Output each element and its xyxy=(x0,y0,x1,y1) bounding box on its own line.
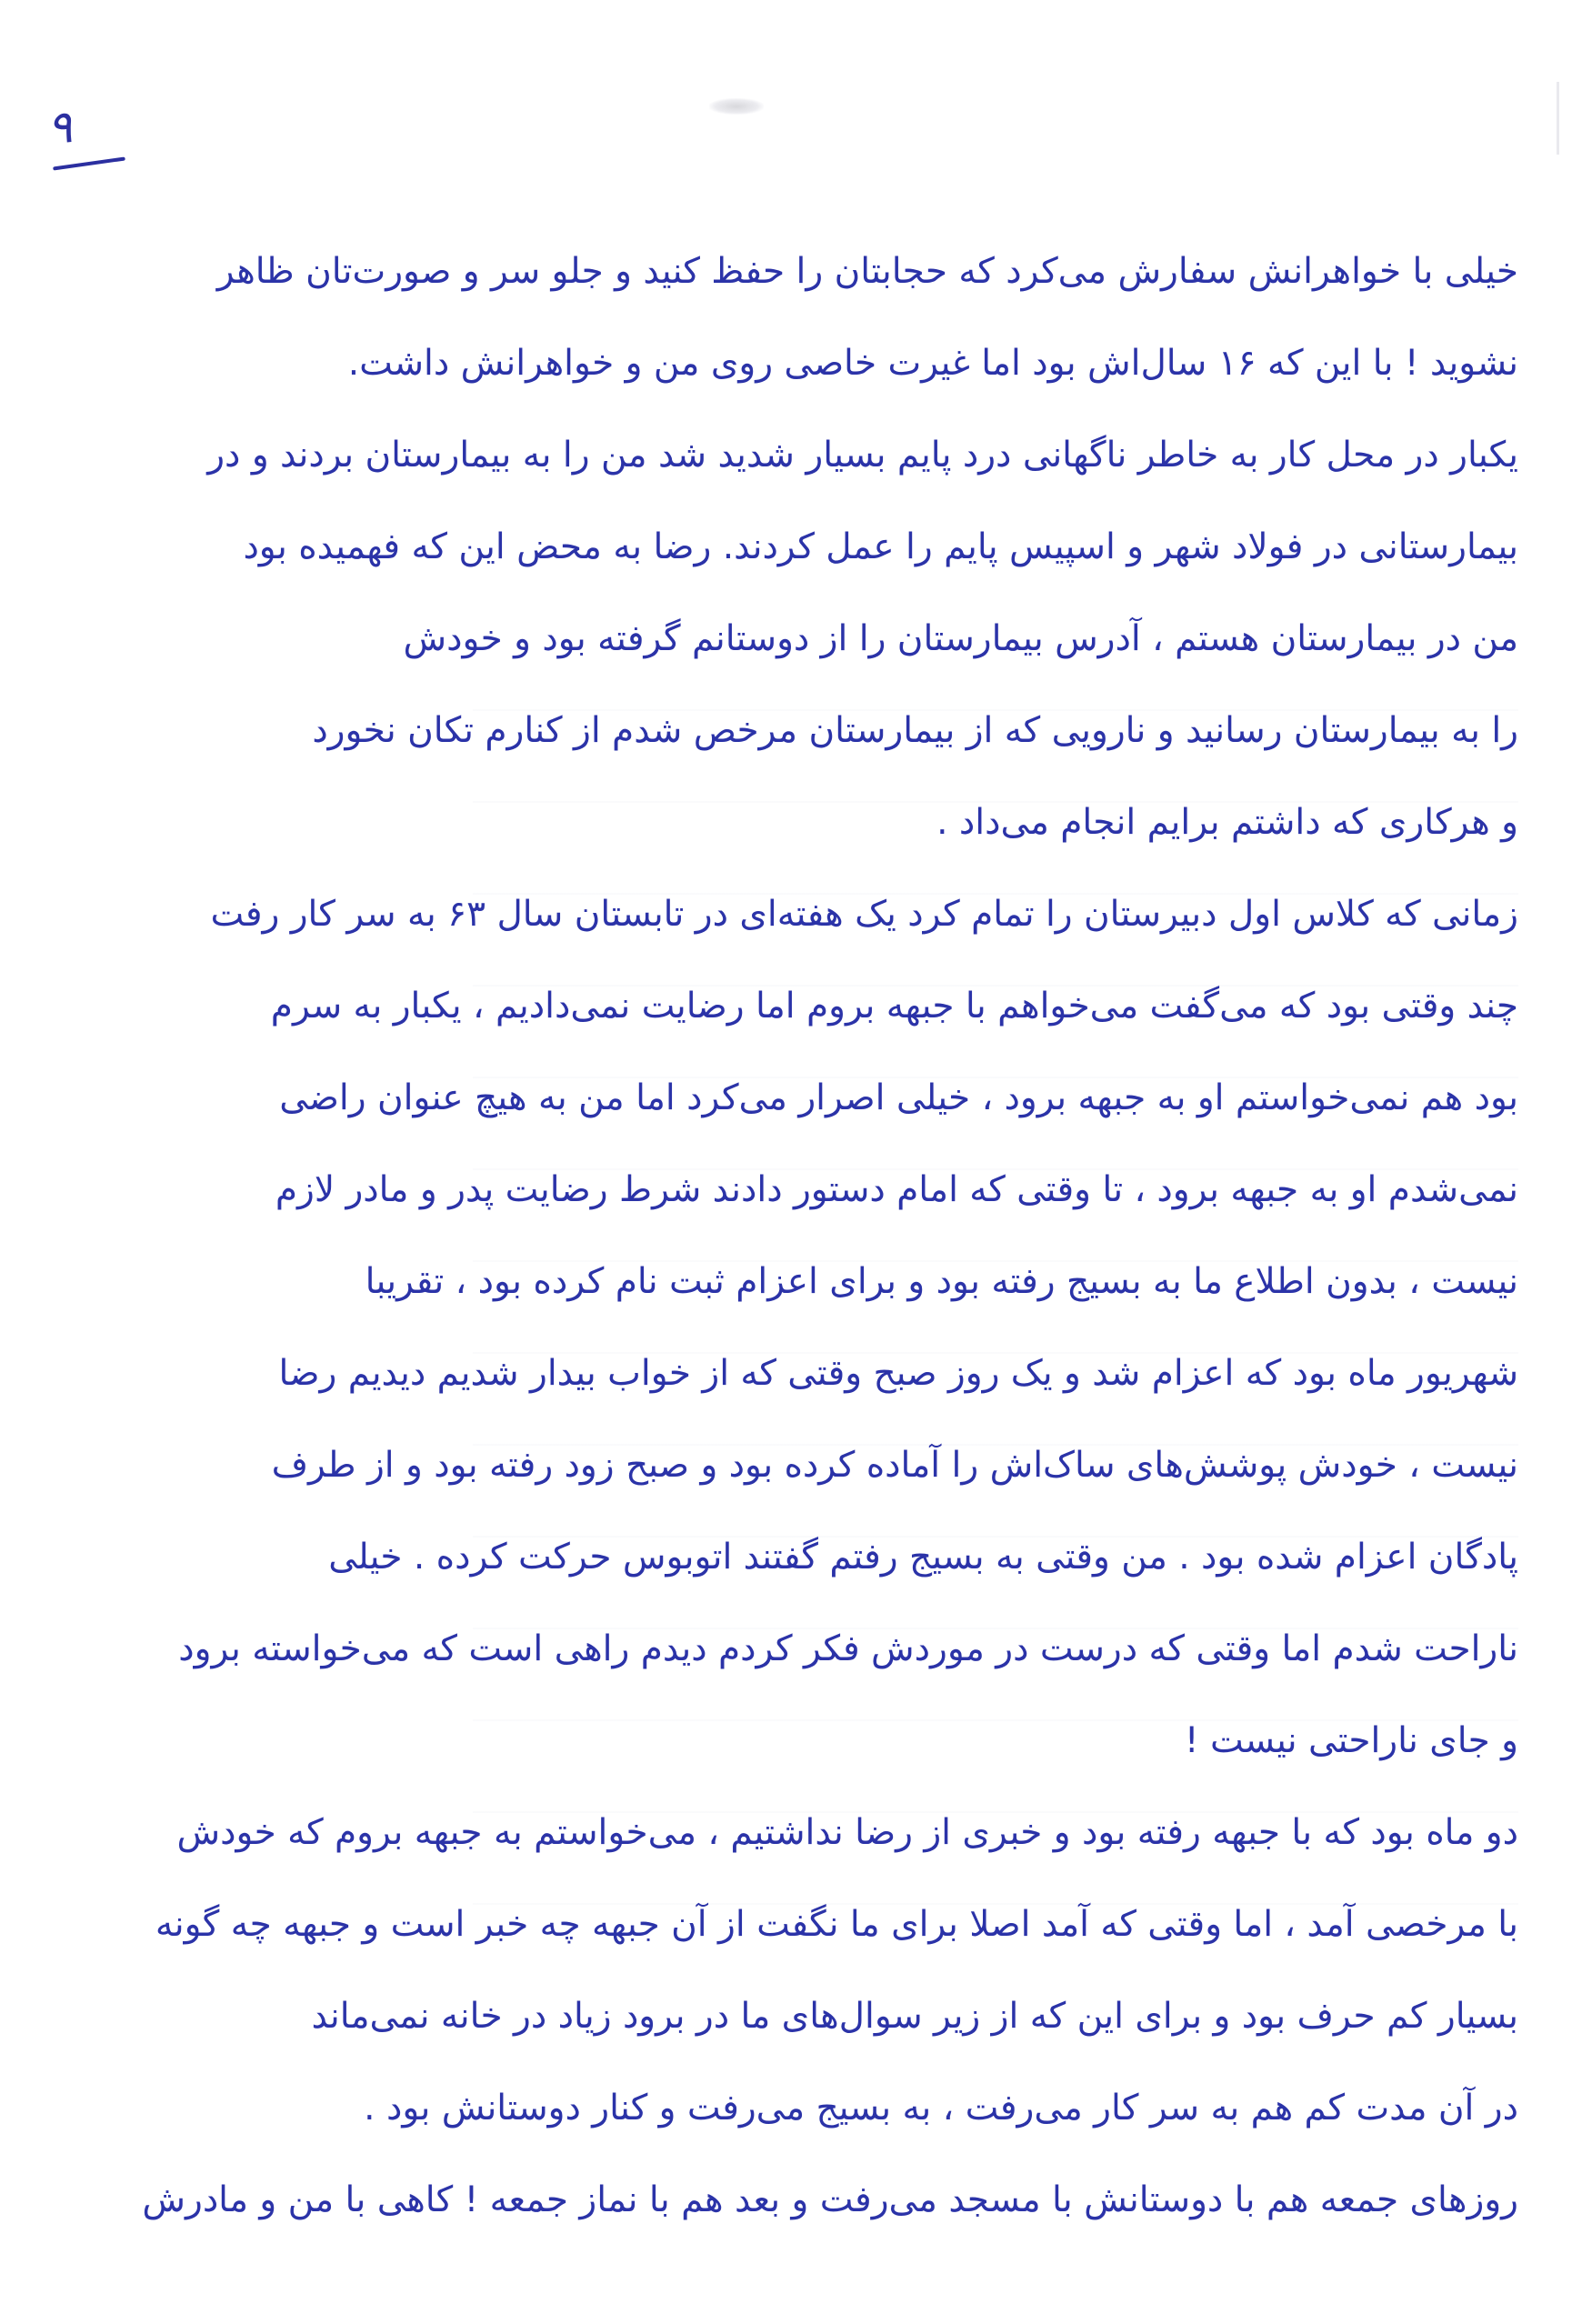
text-line: دو ماه بود که با جبهه رفته بود و خبری از رضا نداشتیم ، می‌خواستم به جبهه بروم که خودش xyxy=(176,1812,1518,1853)
text-line: در آن مدت کم هم به سر کار می‌رفت ، به بسیج می‌رفت و کنار دوستانش بود . xyxy=(364,2088,1518,2129)
page-number-underline xyxy=(53,156,125,170)
text-line: با مرخصی آمد ، اما وقتی که آمد اصلا برای ما نگفت از آن جبهه چه خبر است و جبهه چه گونه xyxy=(155,1904,1518,1945)
text-line: و هرکاری که داشتم برایم انجام می‌داد . xyxy=(936,802,1518,843)
text-line: بیمارستانی در فولاد شهر و اسپیس پایم را عمل کردند. رضا به محض این که فهمیده بود xyxy=(243,526,1518,567)
text-line: من در بیمارستان هستم ، آدرس بیمارستان را از دوستانم گرفته بود و خودش xyxy=(403,618,1518,659)
text-line: چند وقتی بود که می‌گفت می‌خواهم با جبهه بروم اما رضایت نمی‌دادیم ، یکبار به سرم xyxy=(270,986,1518,1027)
text-line: یکبار در محل کار به خاطر ناگهانی درد پایم بسیار شدید شد من را به بیمارستان بردند و در xyxy=(207,435,1518,476)
text-line: و جای ناراحتی نیست ! xyxy=(1184,1720,1518,1761)
handwritten-text-body xyxy=(64,225,1518,2246)
page-number: ۹ xyxy=(45,100,75,155)
text-line: خیلی با خواهرانش سفارش می‌کرد که حجابتان را حفظ کنید و جلو سر و صورت‌تان ظاهر xyxy=(216,251,1518,292)
text-line: شهریور ماه بود که اعزام شد و یک روز صبح وقتی که از خواب بیدار شدیم دیدیم رضا xyxy=(278,1353,1518,1394)
text-line: بود هم نمی‌خواستم او به جبهه برود ، خیلی اصرار می‌کرد اما من به هیچ عنوان راضی xyxy=(279,1077,1518,1118)
text-line: نمی‌شدم او به جبهه برود ، تا وقتی که امام دستور دادند شرط رضایت پدر و مادر لازم xyxy=(275,1169,1518,1210)
scan-smudge xyxy=(709,98,764,115)
text-line: را به بیمارستان رسانید و نارویی که از بیمارستان مرخص شدم از کنارم تکان نخورد xyxy=(312,710,1518,751)
text-line: زمانی که کلاس اول دبیرستان را تمام کرد یک هفته‌ای در تابستان سال ۶۳ به سر کار رفت xyxy=(210,894,1518,935)
text-line: نشوید ! با این که ۱۶ سال‌اش بود اما غیرت خاصی روی من و خواهرانش داشت. xyxy=(347,343,1518,384)
text-line: پادگان اعزام شده بود . من وقتی به بسیج رفتم گفتند اتوبوس حرکت کرده . خیلی xyxy=(328,1537,1518,1578)
text-line: ناراحت شدم اما وقتی که درست در موردش فکر کردم دیدم راهی است که می‌خواسته برود xyxy=(178,1628,1518,1669)
text-line: بسیار کم حرف بود و برای این که از زیر سوال‌های ما در برود زیاد در خانه نمی‌ماند xyxy=(311,1996,1518,2037)
text-line: نیست ، خودش پوشش‌های ساک‌اش را آماده کرده بود و صبح زود رفته بود و از طرف xyxy=(271,1445,1518,1486)
text-line: روزهای جمعه هم با دوستانش با مسجد می‌رفت و بعد هم با نماز جمعه ! کاهی با من و مادرش xyxy=(142,2179,1518,2220)
margin-trace xyxy=(1557,82,1559,155)
text-line: نیست ، بدون اطلاع ما به بسیج رفته بود و برای اعزام ثبت نام کرده بود ، تقریبا xyxy=(365,1261,1518,1302)
